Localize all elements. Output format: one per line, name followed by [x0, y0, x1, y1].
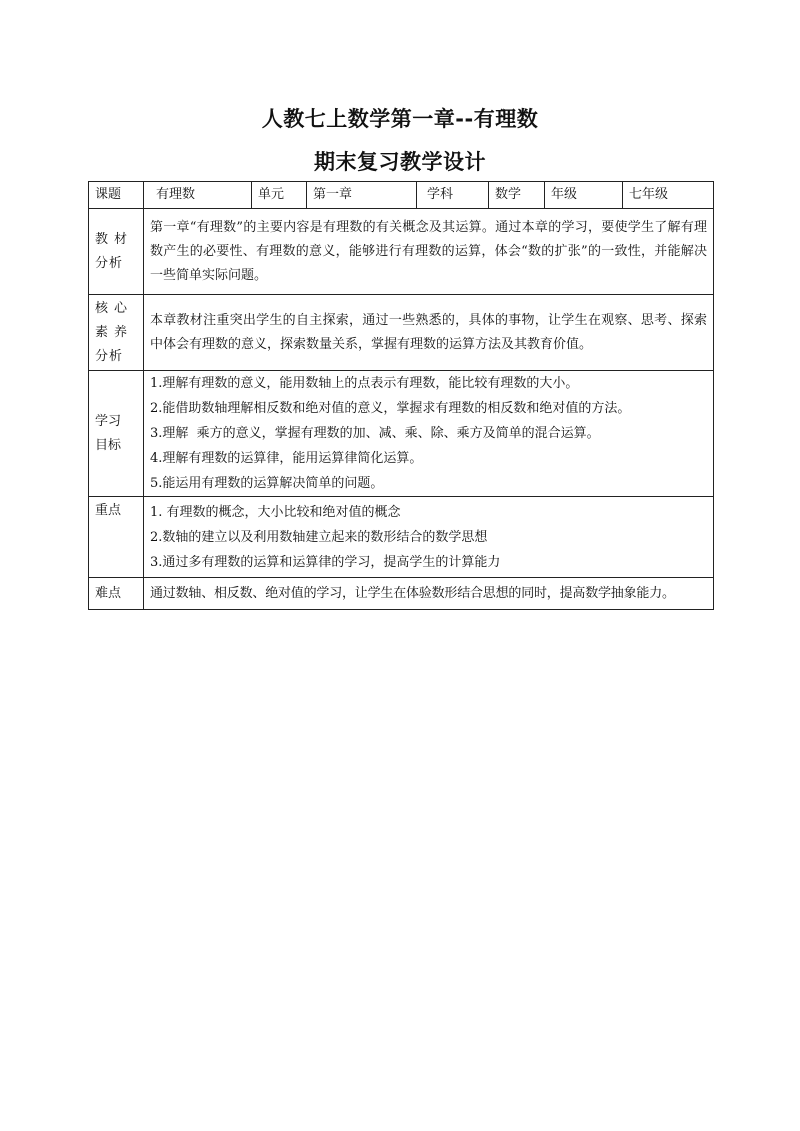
unit-value: 第一章 — [307, 182, 417, 209]
lesson-plan-table — [88, 181, 714, 610]
goal-item-3: 3.理解 乘方的意义，掌握有理数的加、减、乘、除、乘方及简单的混合运算。 — [150, 426, 600, 441]
goal-item-5: 5.能运用有理数的运算解决简单的问题。 — [150, 476, 384, 491]
key-points-label: 重点 — [89, 497, 144, 578]
key-points-row — [89, 497, 714, 578]
goal-item-1: 1.理解有理数的意义，能用数轴上的点表示有理数，能比较有理数的大小。 — [150, 376, 579, 391]
difficulty-row — [89, 578, 714, 610]
analysis-text: 第一章“有理数”的主要内容是有理数的有关概念及其运算。通过本章的学习，要使学生了解有理数产生的必要性、有理数的意义，能够进行有理数的运算，体会“数的扩张”的一致性，并能解决一些简单实际问题。 — [144, 209, 714, 295]
key-points-list — [144, 497, 714, 578]
analysis-label-line2: 分析 — [95, 255, 124, 271]
unit-label: 单元 — [252, 182, 307, 209]
header-row — [89, 182, 714, 209]
learning-goals-list — [144, 371, 714, 497]
goal-item-2: 2.能借助数轴理解相反数和绝对值的意义，掌握求有理数的相反数和绝对值的方法。 — [150, 401, 631, 416]
difficulty-text: 通过数轴、相反数、绝对值的学习，让学生在体验数形结合思想的同时，提高数学抽象能力。 — [144, 578, 714, 610]
goals-label-line2: 目标 — [95, 437, 122, 453]
core-literacy-text: 本章教材注重突出学生的自主探索，通过一些熟悉的，具体的事物，让学生在观察、思考、探索中体会有理数的意义，探索数量关系，掌握有理数的运算方法及其教育价值。 — [144, 295, 714, 371]
grade-value: 七年级 — [623, 182, 714, 209]
key-point-item-1: 1. 有理数的概念，大小比较和绝对值的概念 — [150, 504, 401, 520]
goal-item-4: 4.理解有理数的运算律，能用运算律简化运算。 — [150, 451, 423, 466]
core-label-line3: 分析 — [95, 348, 124, 364]
core-literacy-label — [89, 295, 144, 371]
difficulty-label: 难点 — [89, 578, 144, 610]
core-label-line2: 素养 — [95, 324, 134, 340]
analysis-label-line1: 教材 — [95, 231, 134, 247]
goals-label-line1: 学习 — [95, 413, 122, 429]
topic-label: 课题 — [89, 182, 144, 209]
document-subtitle: 期末复习教学设计 — [314, 150, 486, 174]
key-point-item-3: 3.通过多有理数的运算和运算律的学习，提高学生的计算能力 — [150, 554, 501, 570]
subject-value: 数学 — [489, 182, 545, 209]
document-title: 人教七上数学第一章--有理数 — [261, 107, 539, 131]
topic-value: 有理数 — [144, 182, 252, 209]
key-point-item-2: 2.数轴的建立以及利用数轴建立起来的数形结合的数学思想 — [150, 529, 488, 545]
learning-goals-label — [89, 371, 144, 497]
grade-label: 年级 — [545, 182, 623, 209]
core-literacy-row — [89, 295, 714, 371]
core-label-line1: 核心 — [95, 300, 134, 316]
analysis-label — [89, 209, 144, 295]
subject-label: 学科 — [417, 182, 489, 209]
learning-goals-row — [89, 371, 714, 497]
analysis-row — [89, 209, 714, 295]
